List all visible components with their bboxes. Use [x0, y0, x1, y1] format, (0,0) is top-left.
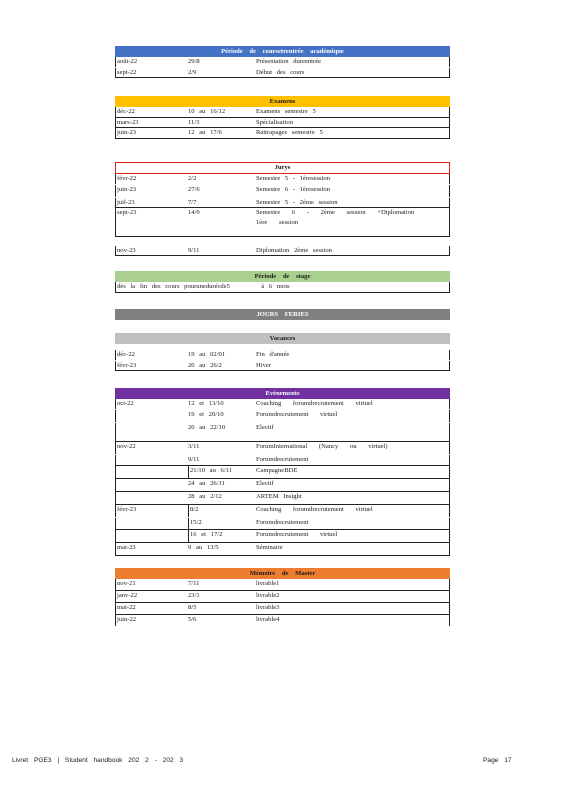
table-row: nov-21 7/11 livrable1	[115, 579, 450, 591]
table-row: 24 au 26/11 Electif	[115, 479, 450, 492]
table-row: févr-23 20 au 26/2 Hiver	[115, 361, 450, 372]
table-row: nov-22 3/11 ForumInternational (Nancy ou virtuel)	[115, 442, 450, 455]
table-row: févr-22 2/2 Semestre 5 - 1èresession	[115, 174, 450, 185]
feries-header: JOURS FERIES	[115, 309, 450, 320]
table-row: déc-22 19 au 02/01 Fin d'année	[115, 350, 450, 361]
table-row: 16 et 17/2 Forumdrecrutement virtuel	[115, 530, 450, 543]
table-row: sept-22 2/9 Début des cours	[115, 68, 450, 79]
table-row: mars-23 11/3 Spécialisation	[115, 118, 450, 129]
stage-table	[115, 271, 450, 293]
jurys-table	[115, 162, 450, 256]
footer-title: Livret PGE3 | Student handbook 202 2 - 202 3	[12, 757, 184, 764]
page-number: Page 17	[483, 757, 512, 764]
vacances-header: Vacances	[115, 333, 450, 344]
table-row: dès la fin des cours pourunedurécde5 à 6 mois	[115, 282, 450, 293]
table-row: janv-22 23/1 livrable2	[115, 591, 450, 603]
jurys-header: Jurys	[115, 162, 450, 174]
periode-table	[115, 46, 450, 78]
table-row: juil-23 7/7 Semestre 5 - 2ème session	[115, 198, 450, 209]
examens-header: Examens	[115, 96, 450, 107]
memoire-header: Mémoire de Master	[115, 568, 450, 579]
table-row: juin-23 12 au 17/6 Rattrapages semestre 5	[115, 128, 450, 139]
table-row: févr-23 8/2 Coaching forumdrecrutement virtuel	[115, 505, 450, 518]
table-row: juin-22 5/6 livrable4	[115, 615, 450, 627]
table-row: 28 au 2/12 ARTEM Insight	[115, 492, 450, 505]
table-row: déc-22 10 au 16/12 Examens semestre 5	[115, 107, 450, 118]
table-row: sept-23 14/9 Semestre 6 - 2ème session +Diplomation 1ère session	[115, 208, 450, 237]
table-row: 20 au 22/10 Electif	[115, 423, 450, 442]
stage-header: Période de stage	[115, 271, 450, 282]
table-row: juin-23 27/6 Semestre 6 - 1èresession	[115, 185, 450, 198]
feries-table	[115, 309, 450, 320]
examens-table	[115, 96, 450, 139]
table-row: nov-23 9/11 Diplomation 2ème session	[115, 237, 450, 256]
table-row: mai-22 8/5 livrable3	[115, 603, 450, 615]
evenements-table	[115, 388, 450, 556]
memoire-table	[115, 568, 450, 627]
periode-header: Période de coursetrentrée académique	[115, 46, 450, 57]
vacances-table	[115, 333, 450, 371]
table-row: 15/2 Forumdrecrutement	[115, 518, 450, 530]
table-row: 9/11 Forumdrecrutement	[115, 455, 450, 466]
evenements-header: Evènements	[115, 388, 450, 399]
table-row: mai-23 9 au 13/5 Séminaire	[115, 543, 450, 556]
table-row: 19 et 20/10 Forumdrecrutement virtuel	[115, 410, 450, 423]
table-row: oct-22 12 et 13/10 Coaching forumdrecrutement virtuel	[115, 399, 450, 410]
table-row: 21/10 au 6/11 CampagneBDE	[115, 466, 450, 479]
table-row: août-22 29/8 Présentation dureentrée	[115, 57, 450, 68]
